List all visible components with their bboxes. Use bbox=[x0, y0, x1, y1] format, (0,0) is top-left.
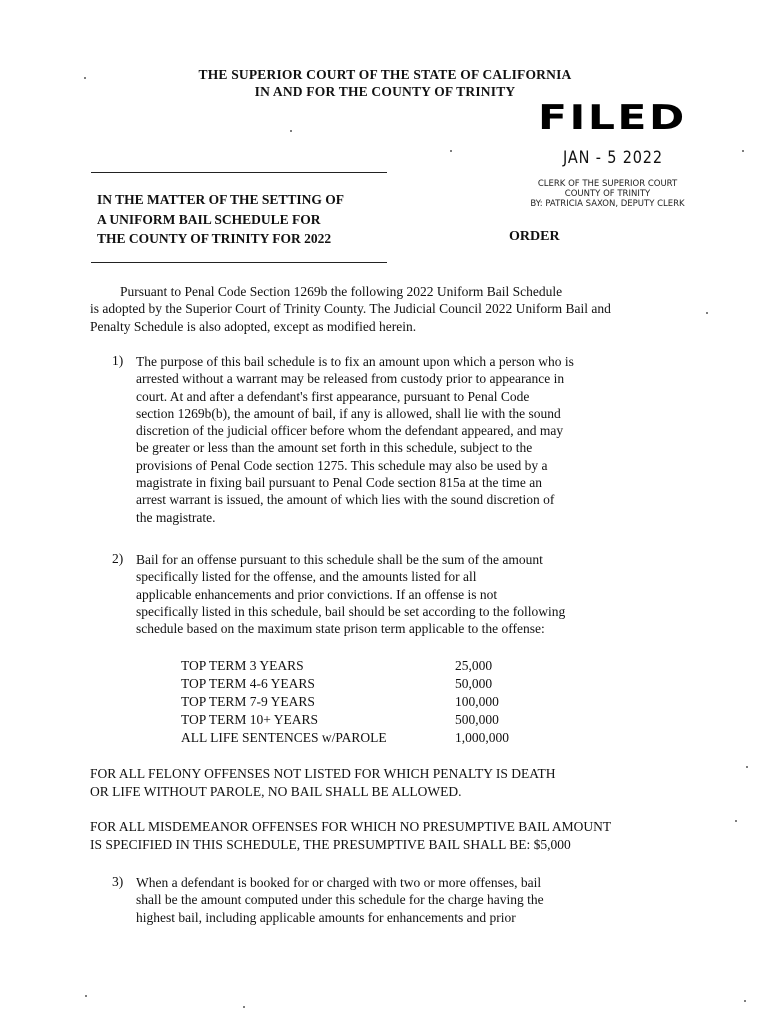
scan-speck bbox=[243, 1006, 245, 1008]
item-3-number: 3) bbox=[112, 874, 124, 889]
misdemeanor-note bbox=[90, 818, 710, 854]
clerk-line-1: CLERK OF THE SUPERIOR COURT bbox=[537, 179, 678, 189]
item-1-text bbox=[136, 353, 636, 526]
item-2-line: specifically listed in this schedule, bail should be set according to the following bbox=[136, 603, 566, 619]
item-1-line: arrested without a warrant may be released from custody prior to appearance in bbox=[136, 371, 565, 387]
item-1-line: section 1269b(b), the amount of bail, if any is allowed, shall lie with the sound bbox=[136, 405, 561, 421]
filed-date: JAN - 5 2022 bbox=[563, 148, 663, 168]
order-label: ORDER bbox=[509, 229, 560, 244]
item-1-line: court. At and after a defendant's first appearance, pursuant to Penal Code bbox=[136, 388, 530, 404]
item-1-line: arrest warrant is issued, the amount of which lies with the sound discretion of bbox=[136, 492, 555, 508]
felony-note-line-1: FOR ALL FELONY OFFENSES NOT LISTED FOR WHICH PENALTY IS DEATH bbox=[90, 766, 556, 781]
caption-bottom-rule bbox=[91, 262, 387, 263]
court-title-line2: IN AND FOR THE COUNTY OF TRINITY bbox=[254, 84, 516, 99]
scan-speck bbox=[742, 150, 744, 152]
schedule-term: TOP TERM 3 YEARS bbox=[181, 658, 304, 673]
item-2-line: applicable enhancements and prior convictions. If an offense is not bbox=[136, 586, 498, 602]
scan-speck bbox=[706, 312, 708, 314]
item-1-line: be greater or less than the amount set forth in this schedule, subject to the bbox=[136, 440, 533, 456]
scan-speck bbox=[84, 77, 86, 79]
item-3-text bbox=[136, 874, 636, 926]
item-1-line: The purpose of this bail schedule is to fix an amount upon which a person who is bbox=[136, 354, 574, 369]
case-caption bbox=[97, 190, 344, 249]
schedule-amount: 500,000 bbox=[455, 712, 499, 727]
schedule-term: TOP TERM 10+ YEARS bbox=[181, 712, 319, 727]
filed-stamp: FILED bbox=[538, 98, 687, 138]
schedule-amount: 100,000 bbox=[455, 694, 499, 709]
item-2-line: Bail for an offense pursuant to this schedule shall be the sum of the amount bbox=[136, 552, 543, 567]
misdemeanor-note-line-2: IS SPECIFIED IN THIS SCHEDULE, THE PRESUMPTIVE BAIL SHALL BE: $5,000 bbox=[90, 837, 571, 852]
item-3-line: shall be the amount computed under this schedule for the charge having the bbox=[136, 892, 544, 908]
item-1-line: discretion of the judicial officer before whom the defendant appeared, and may bbox=[136, 423, 564, 439]
scan-speck bbox=[746, 766, 748, 768]
intro-paragraph bbox=[90, 283, 690, 335]
scan-speck bbox=[290, 130, 292, 132]
item-2-text bbox=[136, 551, 636, 637]
scan-speck bbox=[450, 150, 452, 152]
clerk-line-2: COUNTY OF TRINITY bbox=[564, 189, 651, 199]
court-title-line1: THE SUPERIOR COURT OF THE STATE OF CALIFORNIA bbox=[198, 67, 572, 82]
item-1-number: 1) bbox=[112, 353, 124, 368]
felony-note-line-2: OR LIFE WITHOUT PAROLE, NO BAIL SHALL BE ALLOWED. bbox=[90, 784, 462, 799]
clerk-line-3: BY: PATRICIA SAXON, DEPUTY CLERK bbox=[530, 199, 685, 209]
item-2-line: specifically listed for the offense, and the amounts listed for all bbox=[136, 569, 477, 585]
item-3-line: highest bail, including applicable amounts for enhancements and prior bbox=[136, 909, 516, 925]
item-1-line: provisions of Penal Code section 1275. This schedule may also be used by a bbox=[136, 457, 548, 473]
item-3-line: When a defendant is booked for or charged with two or more offenses, bail bbox=[136, 875, 542, 890]
intro-line-2: is adopted by the Superior Court of Trinity County. The Judicial Council 2022 Uniform Bail and bbox=[90, 301, 611, 317]
felony-note bbox=[90, 765, 710, 801]
schedule-term: TOP TERM 7-9 YEARS bbox=[181, 694, 315, 709]
schedule-amount: 25,000 bbox=[455, 658, 493, 673]
schedule-amount: 1,000,000 bbox=[455, 730, 509, 745]
scan-speck bbox=[744, 1000, 746, 1002]
item-1-line: the magistrate. bbox=[136, 509, 216, 525]
scan-speck bbox=[735, 820, 737, 822]
item-1-line: magistrate in fixing bail pursuant to Penal Code section 815a at the time an bbox=[136, 475, 543, 491]
schedule-term: ALL LIFE SENTENCES w/PAROLE bbox=[181, 730, 387, 745]
caption-line-3: THE COUNTY OF TRINITY FOR 2022 bbox=[97, 231, 332, 246]
item-2-line: schedule based on the maximum state prison term applicable to the offense: bbox=[136, 621, 545, 637]
intro-line-1: Pursuant to Penal Code Section 1269b the following 2022 Uniform Bail Schedule bbox=[120, 284, 563, 299]
misdemeanor-note-line-1: FOR ALL MISDEMEANOR OFFENSES FOR WHICH NO PRESUMPTIVE BAIL AMOUNT bbox=[90, 819, 612, 834]
item-2-number: 2) bbox=[112, 551, 124, 566]
schedule-term: TOP TERM 4-6 YEARS bbox=[181, 676, 315, 691]
caption-line-2: A UNIFORM BAIL SCHEDULE FOR bbox=[97, 211, 321, 227]
scan-speck bbox=[85, 995, 87, 997]
intro-line-3: Penalty Schedule is also adopted, except as modified herein. bbox=[90, 318, 417, 334]
schedule-amount: 50,000 bbox=[455, 676, 493, 691]
caption-line-1: IN THE MATTER OF THE SETTING OF bbox=[97, 192, 345, 207]
caption-top-rule bbox=[91, 172, 387, 173]
